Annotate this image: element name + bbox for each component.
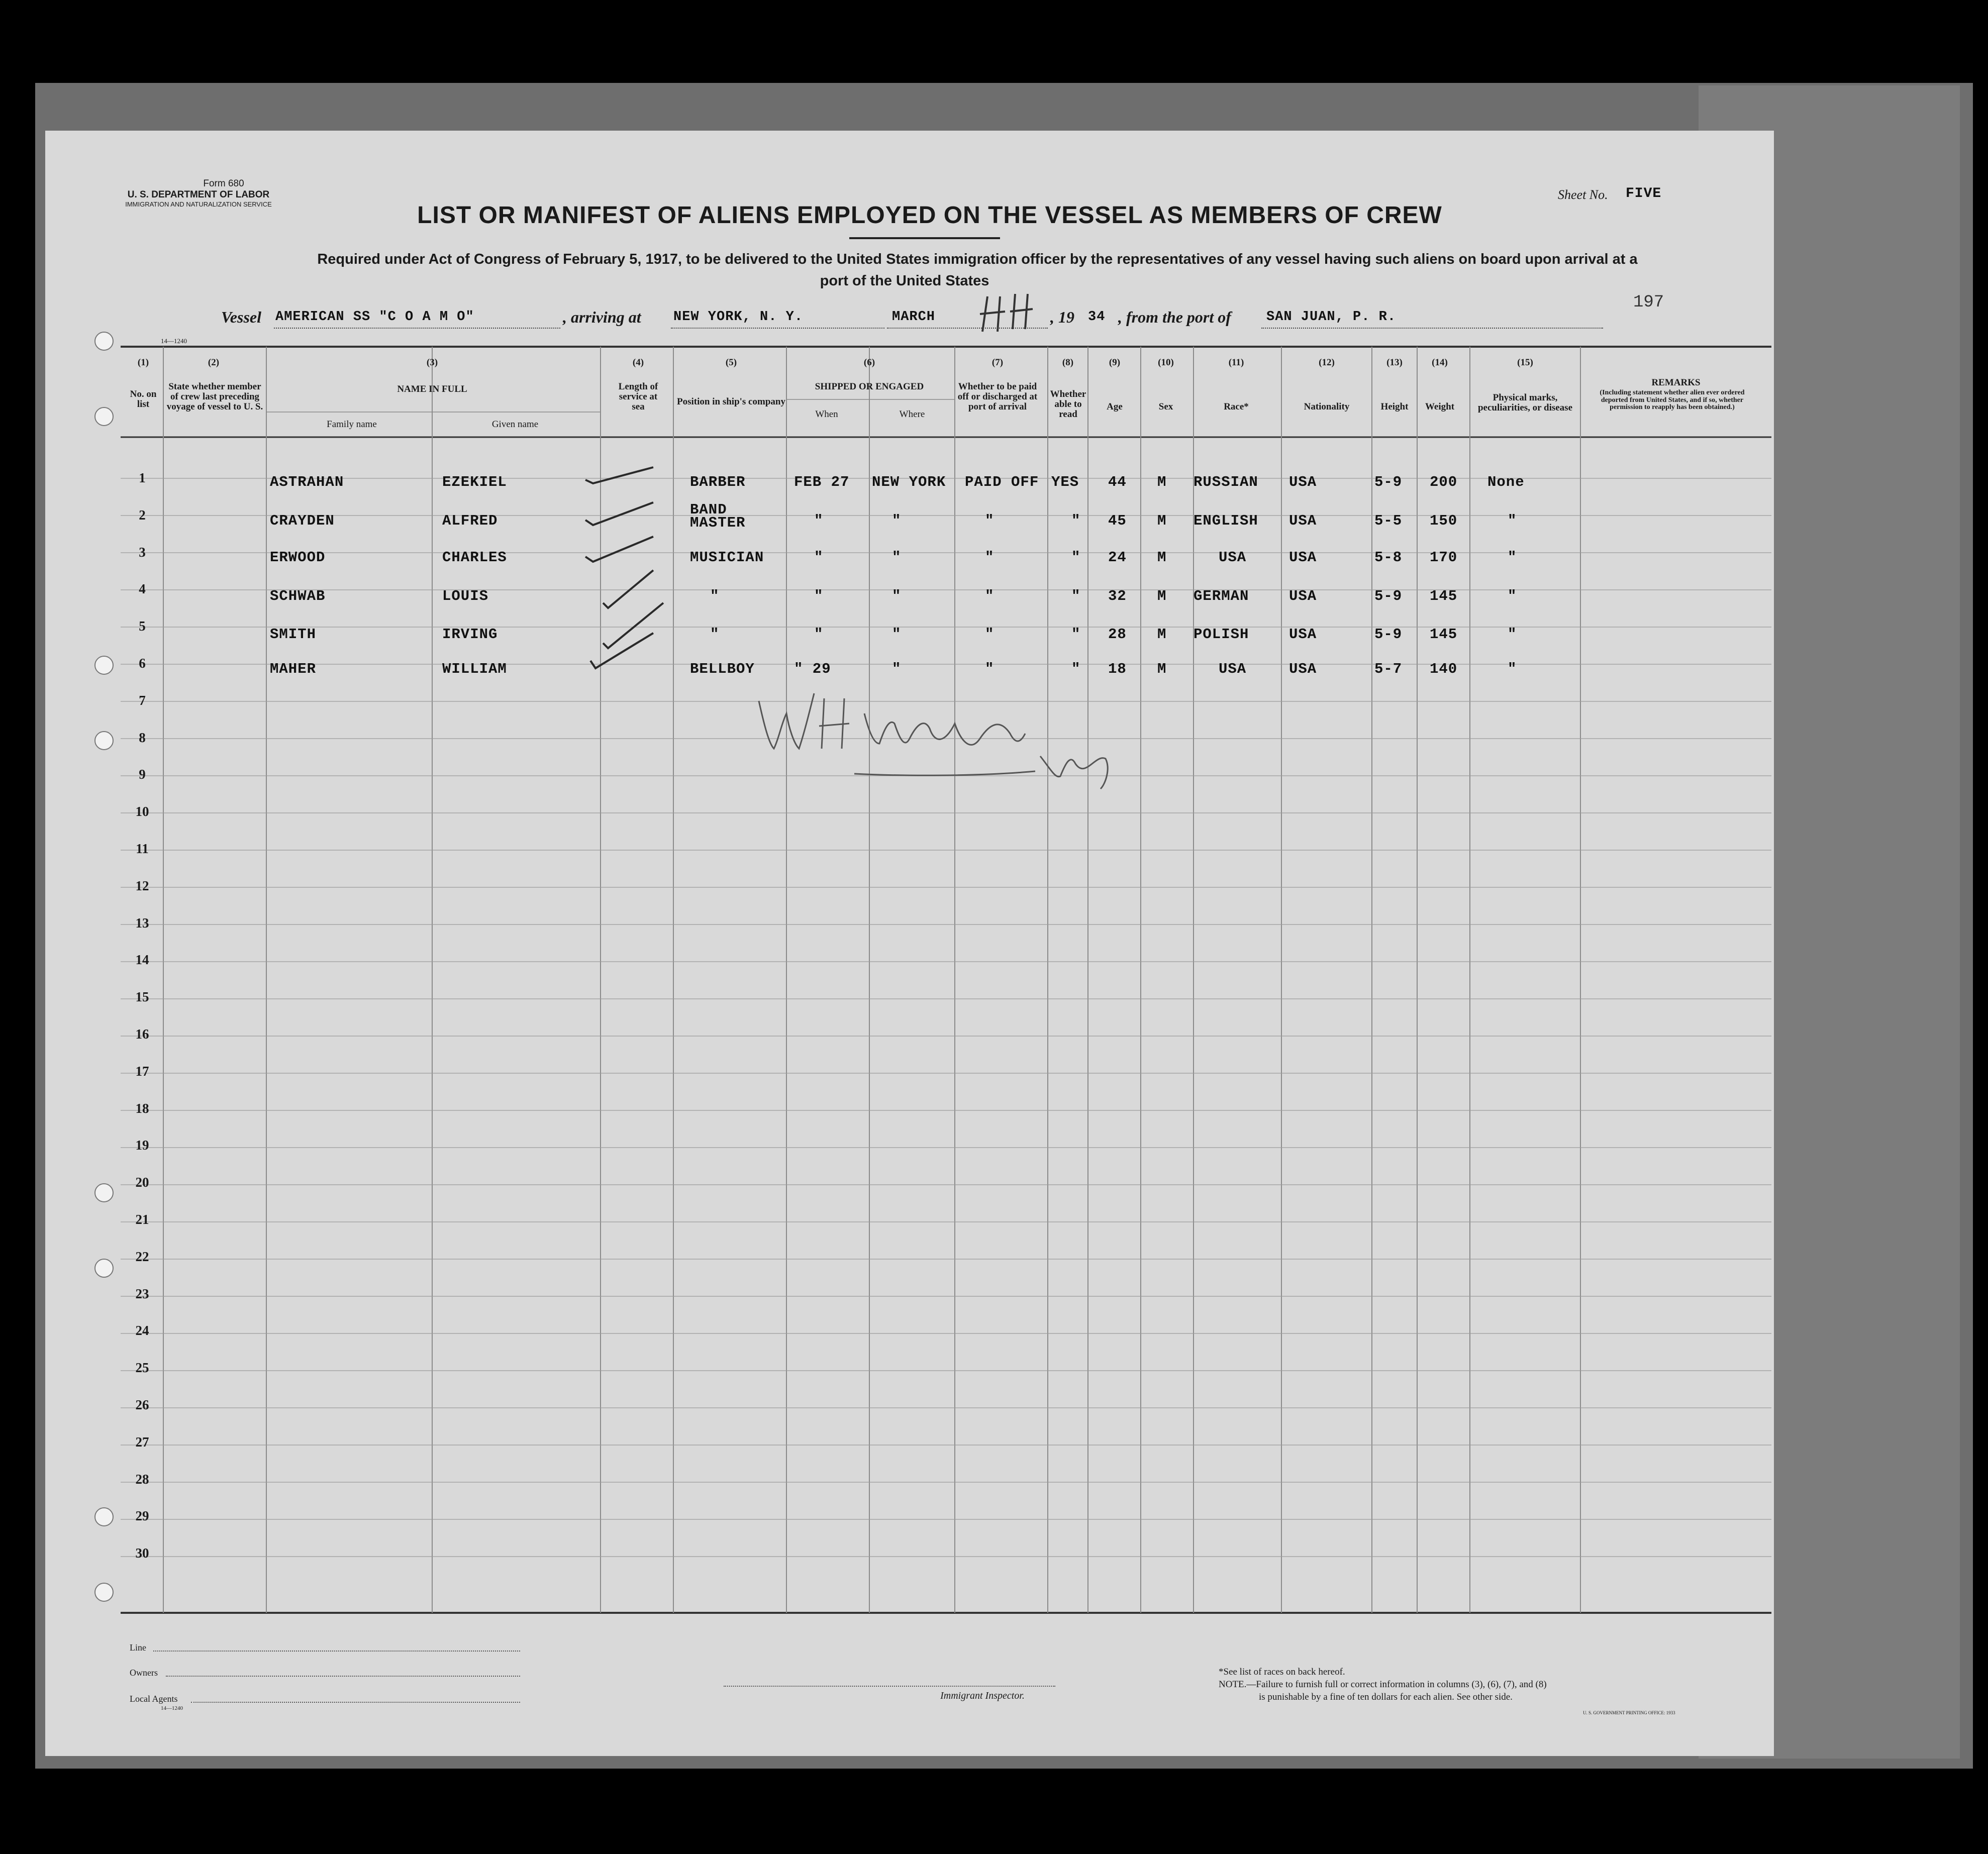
row-number: 25 (135, 1360, 149, 1376)
race: RUSSIAN (1194, 474, 1258, 490)
row-number: 18 (135, 1100, 149, 1116)
sex: M (1157, 474, 1167, 490)
col-11-label: Race* (1224, 401, 1249, 412)
punch-hole (94, 332, 114, 351)
age: 45 (1108, 512, 1127, 529)
row-number: 22 (135, 1249, 149, 1264)
shipped-where: " (892, 512, 902, 529)
position: BAND MASTER (690, 501, 746, 531)
row-number: 19 (135, 1138, 149, 1153)
row-number: 9 (139, 767, 146, 782)
row-number: 1 (139, 470, 146, 485)
shipped-where: " (892, 661, 902, 677)
page-number: 197 (1633, 293, 1664, 312)
row-number: 2 (139, 507, 146, 523)
row-number: 26 (135, 1397, 149, 1412)
physical-marks: " (1508, 512, 1517, 529)
physical-marks: " (1508, 626, 1517, 643)
row-number: 4 (139, 581, 146, 597)
paid-off: " (985, 512, 995, 529)
punch-hole (94, 1583, 114, 1602)
col-9-num: (9) (1109, 357, 1121, 368)
col-4-label: Length of service at sea (618, 381, 658, 412)
year-label: , 19 (1050, 308, 1074, 326)
nationality: USA (1289, 626, 1317, 643)
nationality: USA (1289, 549, 1317, 566)
agents-label: Local Agents (130, 1694, 178, 1704)
sheet-label: Sheet No. (1558, 187, 1608, 202)
col-6-num: (6) (863, 357, 875, 368)
able-to-read: " (1071, 588, 1081, 604)
family-name: ASTRAHAN (270, 474, 344, 490)
sex: M (1157, 549, 1167, 566)
col-11-num: (11) (1228, 357, 1244, 368)
race: ENGLISH (1194, 512, 1258, 529)
from-port-label: , from the port of (1118, 308, 1231, 326)
row-number: 24 (135, 1323, 149, 1338)
row-number: 29 (135, 1508, 149, 1524)
able-to-read: " (1071, 512, 1081, 529)
agents-code: 14—1240 (161, 1705, 183, 1711)
paid-off: " (985, 549, 995, 566)
sex: M (1157, 588, 1167, 604)
punch-hole (94, 656, 114, 675)
form-subtitle-line1: Required under Act of Congress of February 5, 1917, to be delivered to the United States immigration officer by the representatives of any vessel having such aliens on board upon arrival at a (317, 251, 1638, 267)
port-underline (671, 328, 884, 329)
given-name: EZEKIEL (442, 474, 507, 490)
shipped-when: " (814, 512, 824, 529)
race: USA (1219, 549, 1247, 566)
col-8-num: (8) (1062, 357, 1074, 368)
given-name: LOUIS (442, 588, 489, 604)
vessel-name: AMERICAN SS "C O A M O" (275, 310, 474, 325)
owners-label: Owners (130, 1668, 158, 1678)
col-7-num: (7) (991, 357, 1004, 368)
height: 5-9 (1374, 626, 1403, 643)
form-title: LIST OR MANIFEST OF ALIENS EMPLOYED ON THE VESSEL AS MEMBERS OF CREW (417, 202, 1442, 229)
paid-off: " (985, 661, 995, 677)
weight: 200 (1430, 474, 1458, 490)
col-3-family: Family name (327, 419, 377, 430)
able-to-read: " (1071, 626, 1081, 643)
shipped-where: " (892, 549, 902, 566)
col-14-num: (14) (1432, 357, 1448, 368)
col-2-num: (2) (208, 357, 220, 368)
family-name: SMITH (270, 626, 317, 643)
paid-off: " (985, 588, 995, 604)
given-name: ALFRED (442, 512, 498, 529)
row-number: 27 (135, 1434, 149, 1450)
row-number: 16 (135, 1026, 149, 1042)
row-number: 13 (135, 915, 149, 931)
department: U. S. DEPARTMENT OF LABOR (127, 189, 270, 200)
arrival-year: 34 (1088, 310, 1106, 325)
arriving-label: , arriving at (563, 308, 641, 326)
row-number: 30 (135, 1546, 149, 1561)
punch-hole (94, 1259, 114, 1278)
row-number: 28 (135, 1471, 149, 1487)
nationality: USA (1289, 661, 1317, 677)
col-5-num: (5) (725, 357, 737, 368)
position: BELLBOY (690, 661, 755, 677)
col-14-label: Weight (1425, 401, 1455, 412)
service-name: IMMIGRATION AND NATURALIZATION SERVICE (125, 200, 272, 208)
note-line-2: is punishable by a fine of ten dollars for each alien. See other side. (1259, 1692, 1513, 1702)
row-number: 14 (135, 952, 149, 968)
age: 24 (1108, 549, 1127, 566)
punch-hole (94, 731, 114, 750)
row-number: 6 (139, 656, 146, 671)
weight: 150 (1430, 512, 1458, 529)
weight: 145 (1430, 626, 1458, 643)
col-10-num: (10) (1158, 357, 1174, 368)
vessel-underline (274, 328, 560, 329)
note-line-1: NOTE.—Failure to furnish full or correct information in columns (3), (6), (7), and (8) (1219, 1679, 1547, 1690)
check-marks (585, 467, 663, 668)
height: 5-8 (1374, 549, 1403, 566)
shipped-when: " 29 (794, 661, 831, 677)
physical-marks: " (1508, 549, 1517, 566)
family-name: ERWOOD (270, 549, 326, 566)
col-3-label: NAME IN FULL (397, 384, 467, 394)
form-number: Form 680 (203, 178, 244, 189)
departure-port: SAN JUAN, P. R. (1266, 310, 1397, 325)
row-number: 15 (135, 989, 149, 1005)
col-16-label: REMARKS (1651, 377, 1701, 388)
shipped-when: " (814, 588, 824, 604)
row-number: 23 (135, 1286, 149, 1301)
col-3-num: (3) (426, 357, 438, 368)
height: 5-9 (1374, 588, 1403, 604)
nationality: USA (1289, 512, 1317, 529)
position: BARBER (690, 474, 746, 490)
col-6-label: SHIPPED OR ENGAGED (815, 381, 924, 392)
row-number: 17 (135, 1063, 149, 1079)
col-12-num: (12) (1319, 357, 1335, 368)
inspector-underline (724, 1686, 1055, 1687)
able-to-read: " (1071, 661, 1081, 677)
race: GERMAN (1194, 588, 1249, 604)
shipped-where: " (892, 626, 902, 643)
physical-marks: " (1508, 661, 1517, 677)
punch-hole (94, 1183, 114, 1202)
height: 5-7 (1374, 661, 1403, 677)
row-number: 20 (135, 1175, 149, 1190)
paid-off: PAID OFF (965, 474, 1039, 490)
shipped-when: " (814, 549, 824, 566)
line-label: Line (130, 1642, 146, 1653)
row-number: 10 (135, 804, 149, 819)
col-12-label: Nationality (1304, 401, 1350, 412)
sex: M (1157, 512, 1167, 529)
position: " (710, 626, 720, 643)
small-code: 14—1240 (161, 337, 187, 345)
col-15-num: (15) (1517, 357, 1533, 368)
row-number: 8 (139, 730, 146, 745)
arrival-month: MARCH (892, 310, 936, 325)
note-star: *See list of races on back hereof. (1219, 1667, 1345, 1677)
row-number: 12 (135, 878, 149, 893)
family-name: CRAYDEN (270, 512, 335, 529)
family-name: SCHWAB (270, 588, 326, 604)
age: 32 (1108, 588, 1127, 604)
age: 28 (1108, 626, 1127, 643)
race: POLISH (1194, 626, 1249, 643)
position: " (710, 588, 720, 604)
height: 5-9 (1374, 474, 1403, 490)
row-number: 21 (135, 1212, 149, 1227)
col-7-label: Whether to be paid off or discharged at port of arrival (957, 381, 1038, 412)
col-3-given: Given name (491, 419, 539, 430)
col-5-label: Position in ship's company (677, 396, 785, 407)
age: 44 (1108, 474, 1127, 490)
given-name: IRVING (442, 626, 498, 643)
row-number: 5 (139, 619, 146, 634)
shipped-when: " (814, 626, 824, 643)
form-subtitle-line2: port of the United States (820, 273, 989, 289)
punch-hole (94, 1507, 114, 1526)
inspector-signature (759, 693, 1108, 789)
able-to-read: " (1071, 549, 1081, 566)
col-1-label: No. on list (130, 389, 157, 409)
arrival-port: NEW YORK, N. Y. (673, 310, 804, 325)
paid-off: " (985, 626, 995, 643)
col-10-label: Sex (1158, 401, 1173, 412)
inspector-label: Immigrant Inspector. (940, 1690, 1025, 1701)
title-rule (849, 237, 1000, 239)
month-underline (887, 328, 1048, 329)
col-4-num: (4) (632, 357, 644, 368)
col-1-num: (1) (137, 357, 149, 368)
line-underline (153, 1651, 520, 1652)
shipped-where: " (892, 588, 902, 604)
able-to-read: YES (1051, 474, 1079, 490)
form-subtitle (123, 252, 1832, 267)
shipped-when: FEB 27 (794, 474, 850, 490)
printing-office: U. S. GOVERNMENT PRINTING OFFICE: 1933 (1583, 1710, 1675, 1715)
col-6-when: When (815, 409, 838, 420)
race: USA (1219, 661, 1247, 677)
col-16-note: (Including statement whether alien ever ordered deported from United States, and if so, whether permission to reapply has been obtained.) (1600, 389, 1745, 411)
col-2-label: State whether member of crew last preceding voyage of vessel to U. S. (166, 381, 263, 412)
age: 18 (1108, 661, 1127, 677)
vessel-label: Vessel (221, 308, 261, 326)
col-8-label: Whether able to read (1050, 389, 1086, 420)
nationality: USA (1289, 588, 1317, 604)
col-6-where: Where (899, 409, 925, 420)
col-15-label: Physical marks, peculiarities, or disease (1477, 392, 1573, 413)
given-name: CHARLES (442, 549, 507, 566)
shipped-where: NEW YORK (872, 474, 946, 490)
family-name: MAHER (270, 661, 317, 677)
height: 5-5 (1374, 512, 1403, 529)
given-name: WILLIAM (442, 661, 507, 677)
position: MUSICIAN (690, 549, 764, 566)
sheet-value: FIVE (1626, 186, 1662, 201)
col-9-label: Age (1107, 401, 1123, 412)
owners-underline (166, 1676, 520, 1677)
row-number: 11 (136, 841, 149, 856)
physical-marks: " (1508, 588, 1517, 604)
agents-underline (191, 1702, 520, 1703)
col-13-label: Height (1380, 401, 1409, 412)
col-13-num: (13) (1386, 357, 1403, 368)
nationality: USA (1289, 474, 1317, 490)
row-number: 7 (139, 692, 146, 708)
from-port-underline (1261, 328, 1603, 329)
weight: 170 (1430, 549, 1458, 566)
physical-marks: None (1487, 474, 1525, 490)
handwritten-day (980, 294, 1033, 332)
weight: 145 (1430, 588, 1458, 604)
sex: M (1157, 661, 1167, 677)
sex: M (1157, 626, 1167, 643)
row-number: 3 (139, 544, 146, 560)
punch-hole (94, 407, 114, 426)
weight: 140 (1430, 661, 1458, 677)
